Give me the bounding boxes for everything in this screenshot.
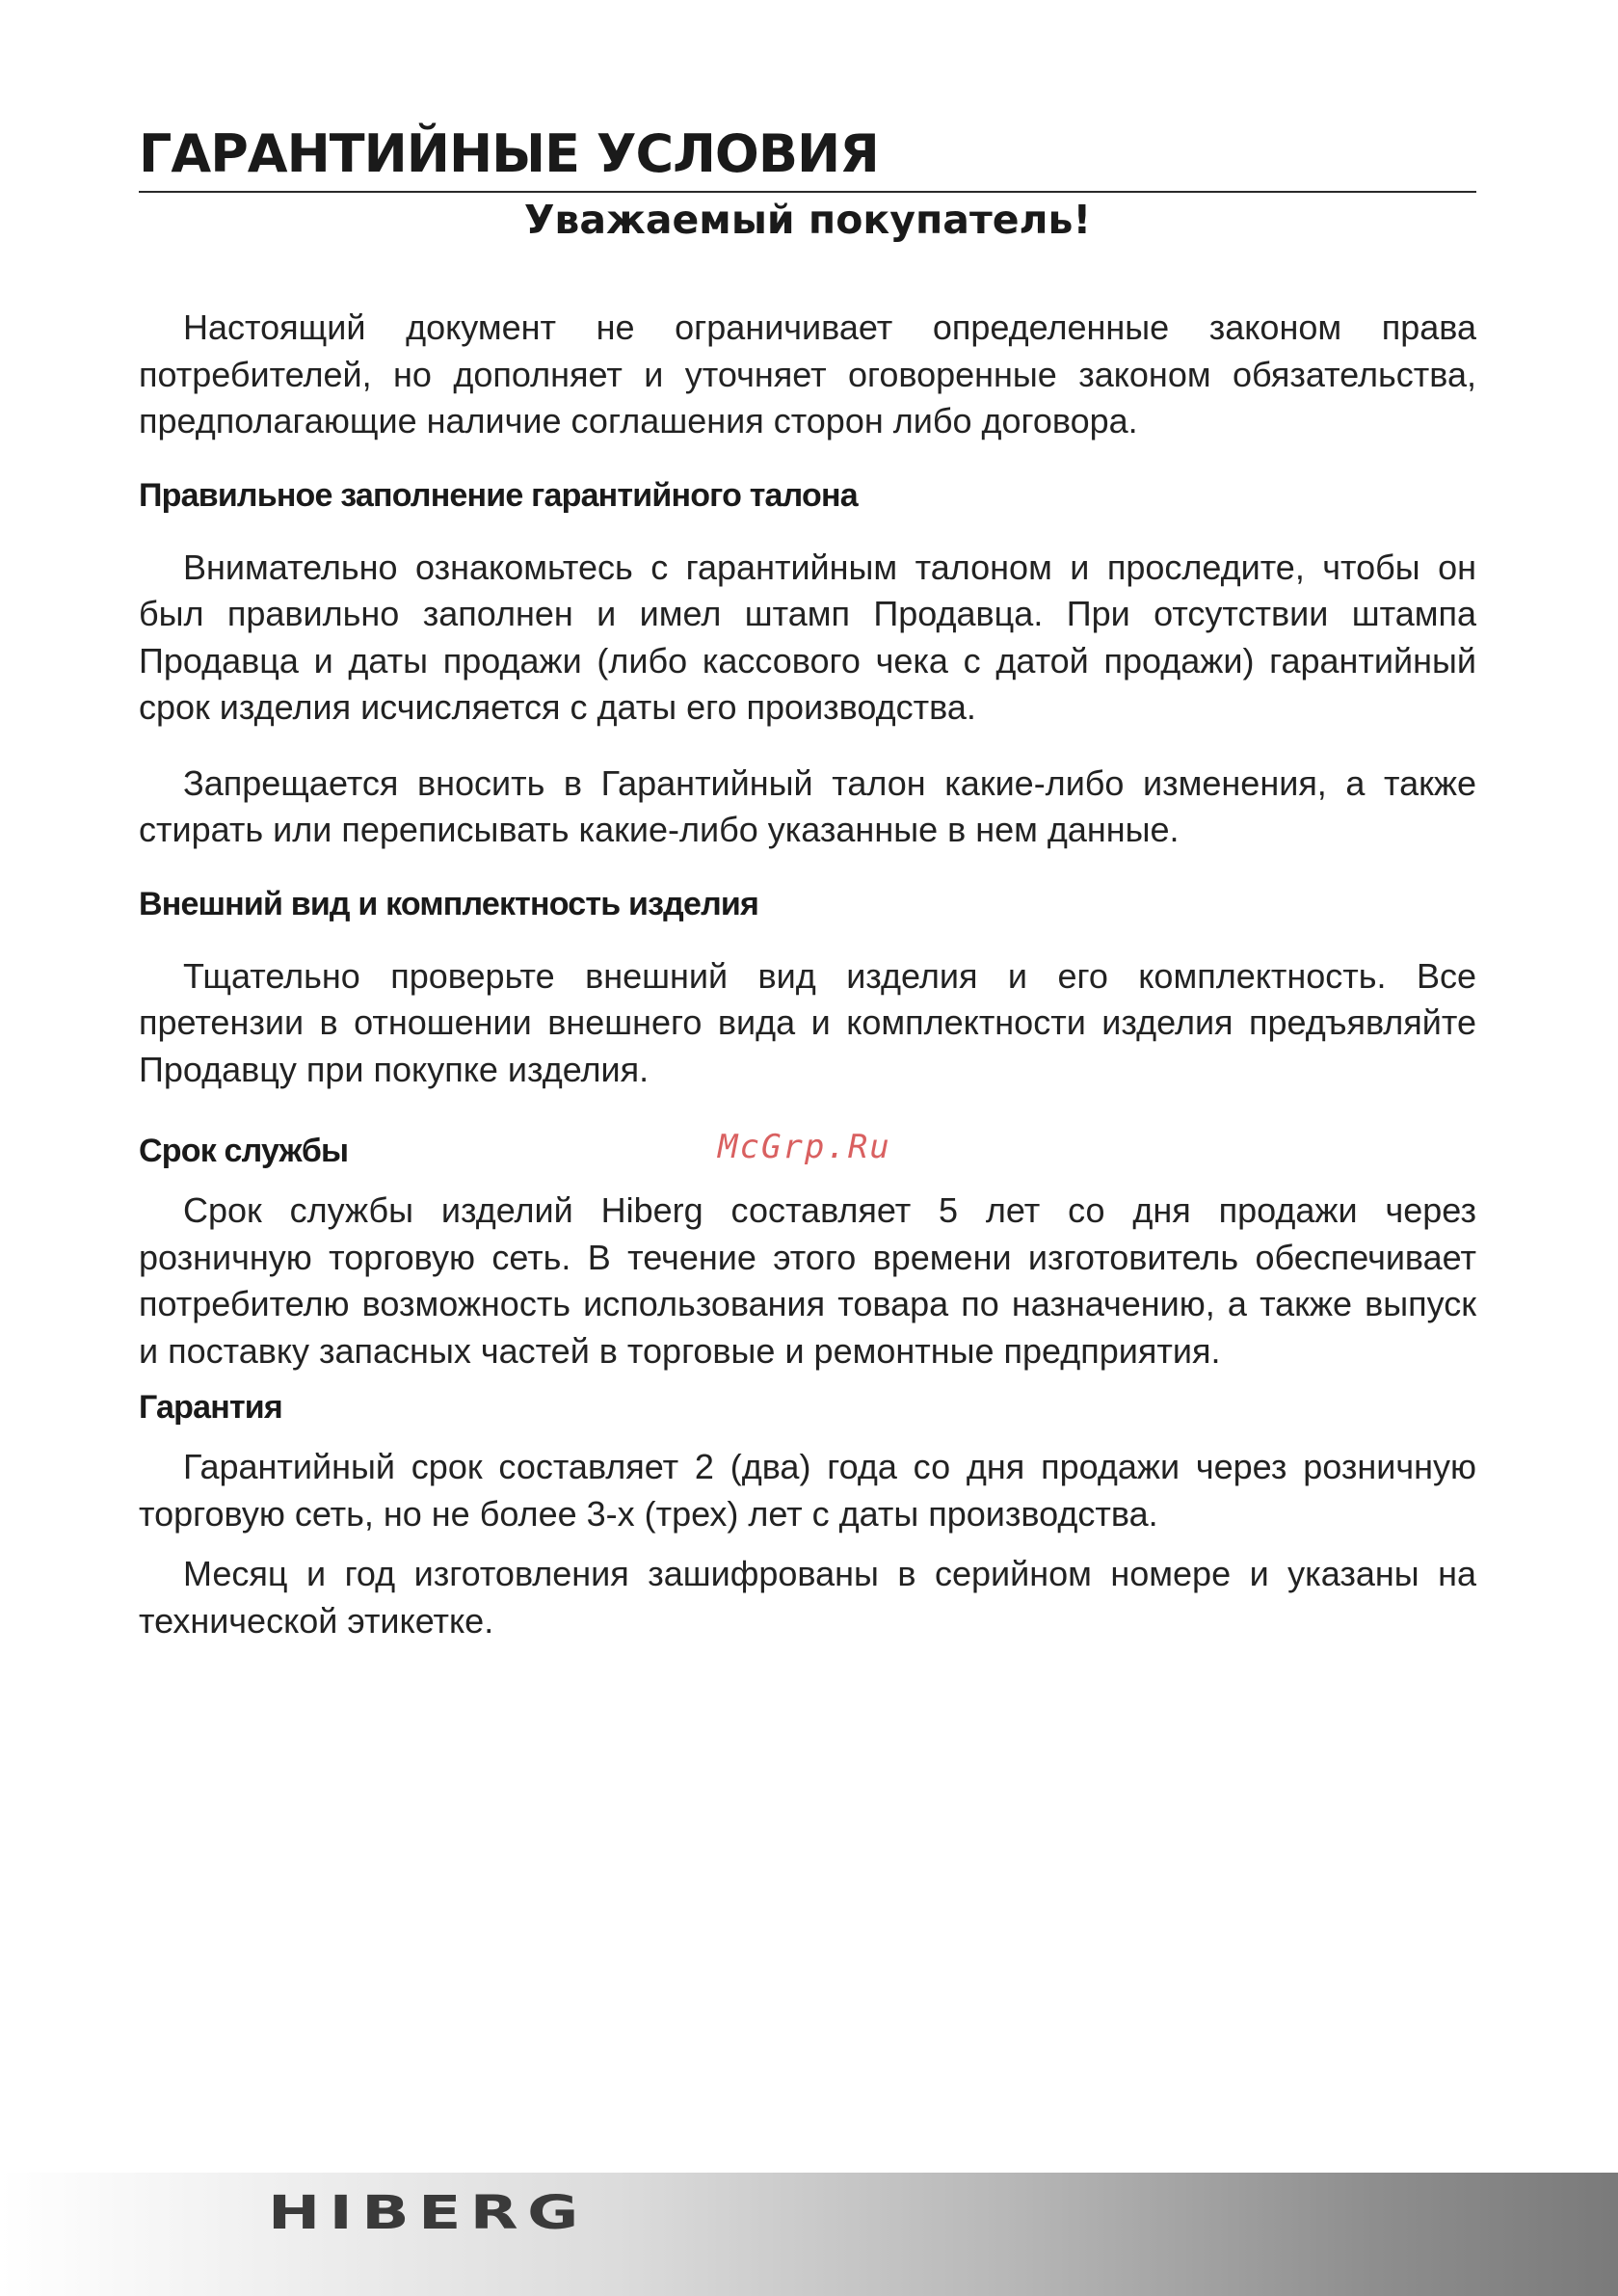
service-life-paragraph: Срок службы изделий Hiberg составляет 5 лет со дня продажи через розничную торговую сеть. В течение этого времени изготовитель обеспечивает потребителю возможность использования товара по назначению, а также выпуск и поставку запасных частей в торговые и ремонтные предприятия. bbox=[139, 1190, 1476, 1371]
section-heading-service-life: Срок службы bbox=[139, 1133, 349, 1169]
page-subtitle: Уважаемый покупатель! bbox=[523, 197, 1092, 243]
warranty-paragraph-2: Месяц и год изготовления зашифрованы в серийном номере и указаны на технической этикетке. bbox=[139, 1554, 1476, 1641]
appearance-paragraph: Тщательно проверьте внешний вид изделия и его комплектность. Все претензии в отношении внешнего вида и комплектности изделия предъявляйте Продавцу при покупке изделия. bbox=[139, 955, 1476, 1089]
hiberg-logo: HIBERG bbox=[268, 2186, 588, 2240]
document-body bbox=[139, 305, 1476, 1644]
watermark-text: McGrp.Ru bbox=[718, 1128, 891, 1166]
footer-band bbox=[0, 2173, 1618, 2296]
intro-paragraph: Настоящий документ не ограничивает определенные законом права потребителей, но дополняет и уточняет оговоренные законом обязательства, предполагающие наличие соглашения сторон либо договора. bbox=[139, 307, 1476, 441]
section-heading-talon: Правильное заполнение гарантийного талона bbox=[139, 476, 858, 514]
section-heading-warranty: Гарантия bbox=[139, 1389, 282, 1426]
talon-paragraph-1: Внимательно ознакомьтесь с гарантийным талоном и проследите, чтобы он был правильно заполнен и имел штамп Продавца. При отсутствии штампа Продавца и даты продажи (либо кассового чека с датой продажи) гарантийный срок изделия исчисляется с даты его производства. bbox=[139, 547, 1476, 727]
page-title: ГАРАНТИЙНЫЕ УСЛОВИЯ bbox=[139, 123, 879, 184]
section-heading-appearance: Внешний вид и комплектность изделия bbox=[139, 885, 759, 922]
warranty-paragraph-1: Гарантийный срок составляет 2 (два) года со дня продажи через розничную торговую сеть, но не более 3-х (трех) лет с даты производства. bbox=[139, 1447, 1476, 1534]
title-divider bbox=[139, 191, 1476, 193]
talon-paragraph-2: Запрещается вносить в Гарантийный талон какие-либо изменения, а также стирать или переписывать какие-либо указанные в нем данные. bbox=[139, 762, 1476, 849]
